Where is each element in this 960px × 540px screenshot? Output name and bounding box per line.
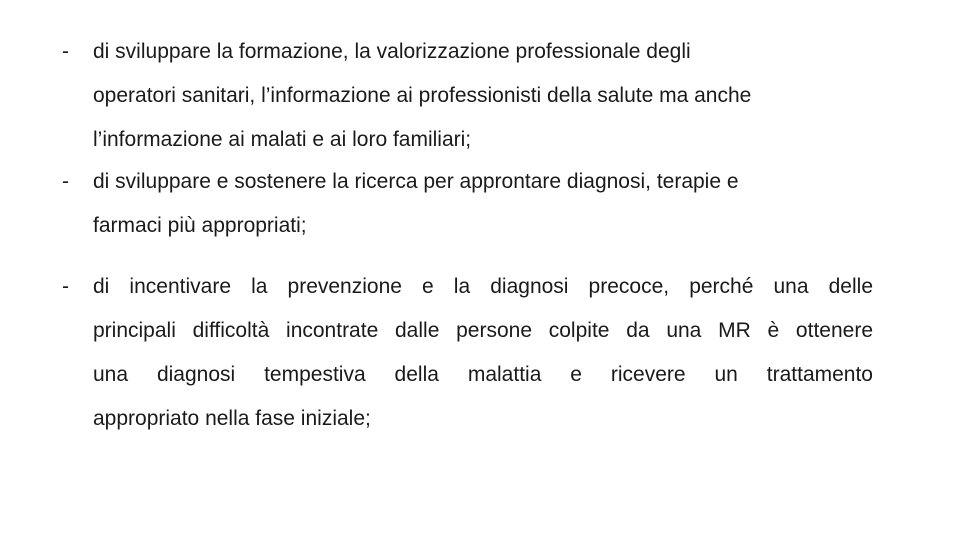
bullet-dash: - [62,275,69,298]
bullet-dash: - [62,40,69,63]
bullet-line: principali difficoltà incontrate dalle persone colpite da una MR è ottenere [93,319,873,342]
bullet-dash: - [62,170,69,193]
bullet-line: di sviluppare la formazione, la valorizzazione professionale degli [93,40,691,63]
bullet-line: appropriato nella fase iniziale; [93,407,371,430]
bullet-line: operatori sanitari, l’informazione ai professionisti della salute ma anche [93,84,752,107]
bullet-line: di incentivare la prevenzione e la diagnosi precoce, perché una delle [93,275,873,298]
bullet-line: una diagnosi tempestiva della malattia e ricevere un trattamento [93,363,873,386]
bullet-line: l’informazione ai malati e ai loro familiari; [93,128,472,151]
bullet-line: farmaci più appropriati; [93,214,307,237]
bullet-line: di sviluppare e sostenere la ricerca per approntare diagnosi, terapie e [93,170,739,193]
